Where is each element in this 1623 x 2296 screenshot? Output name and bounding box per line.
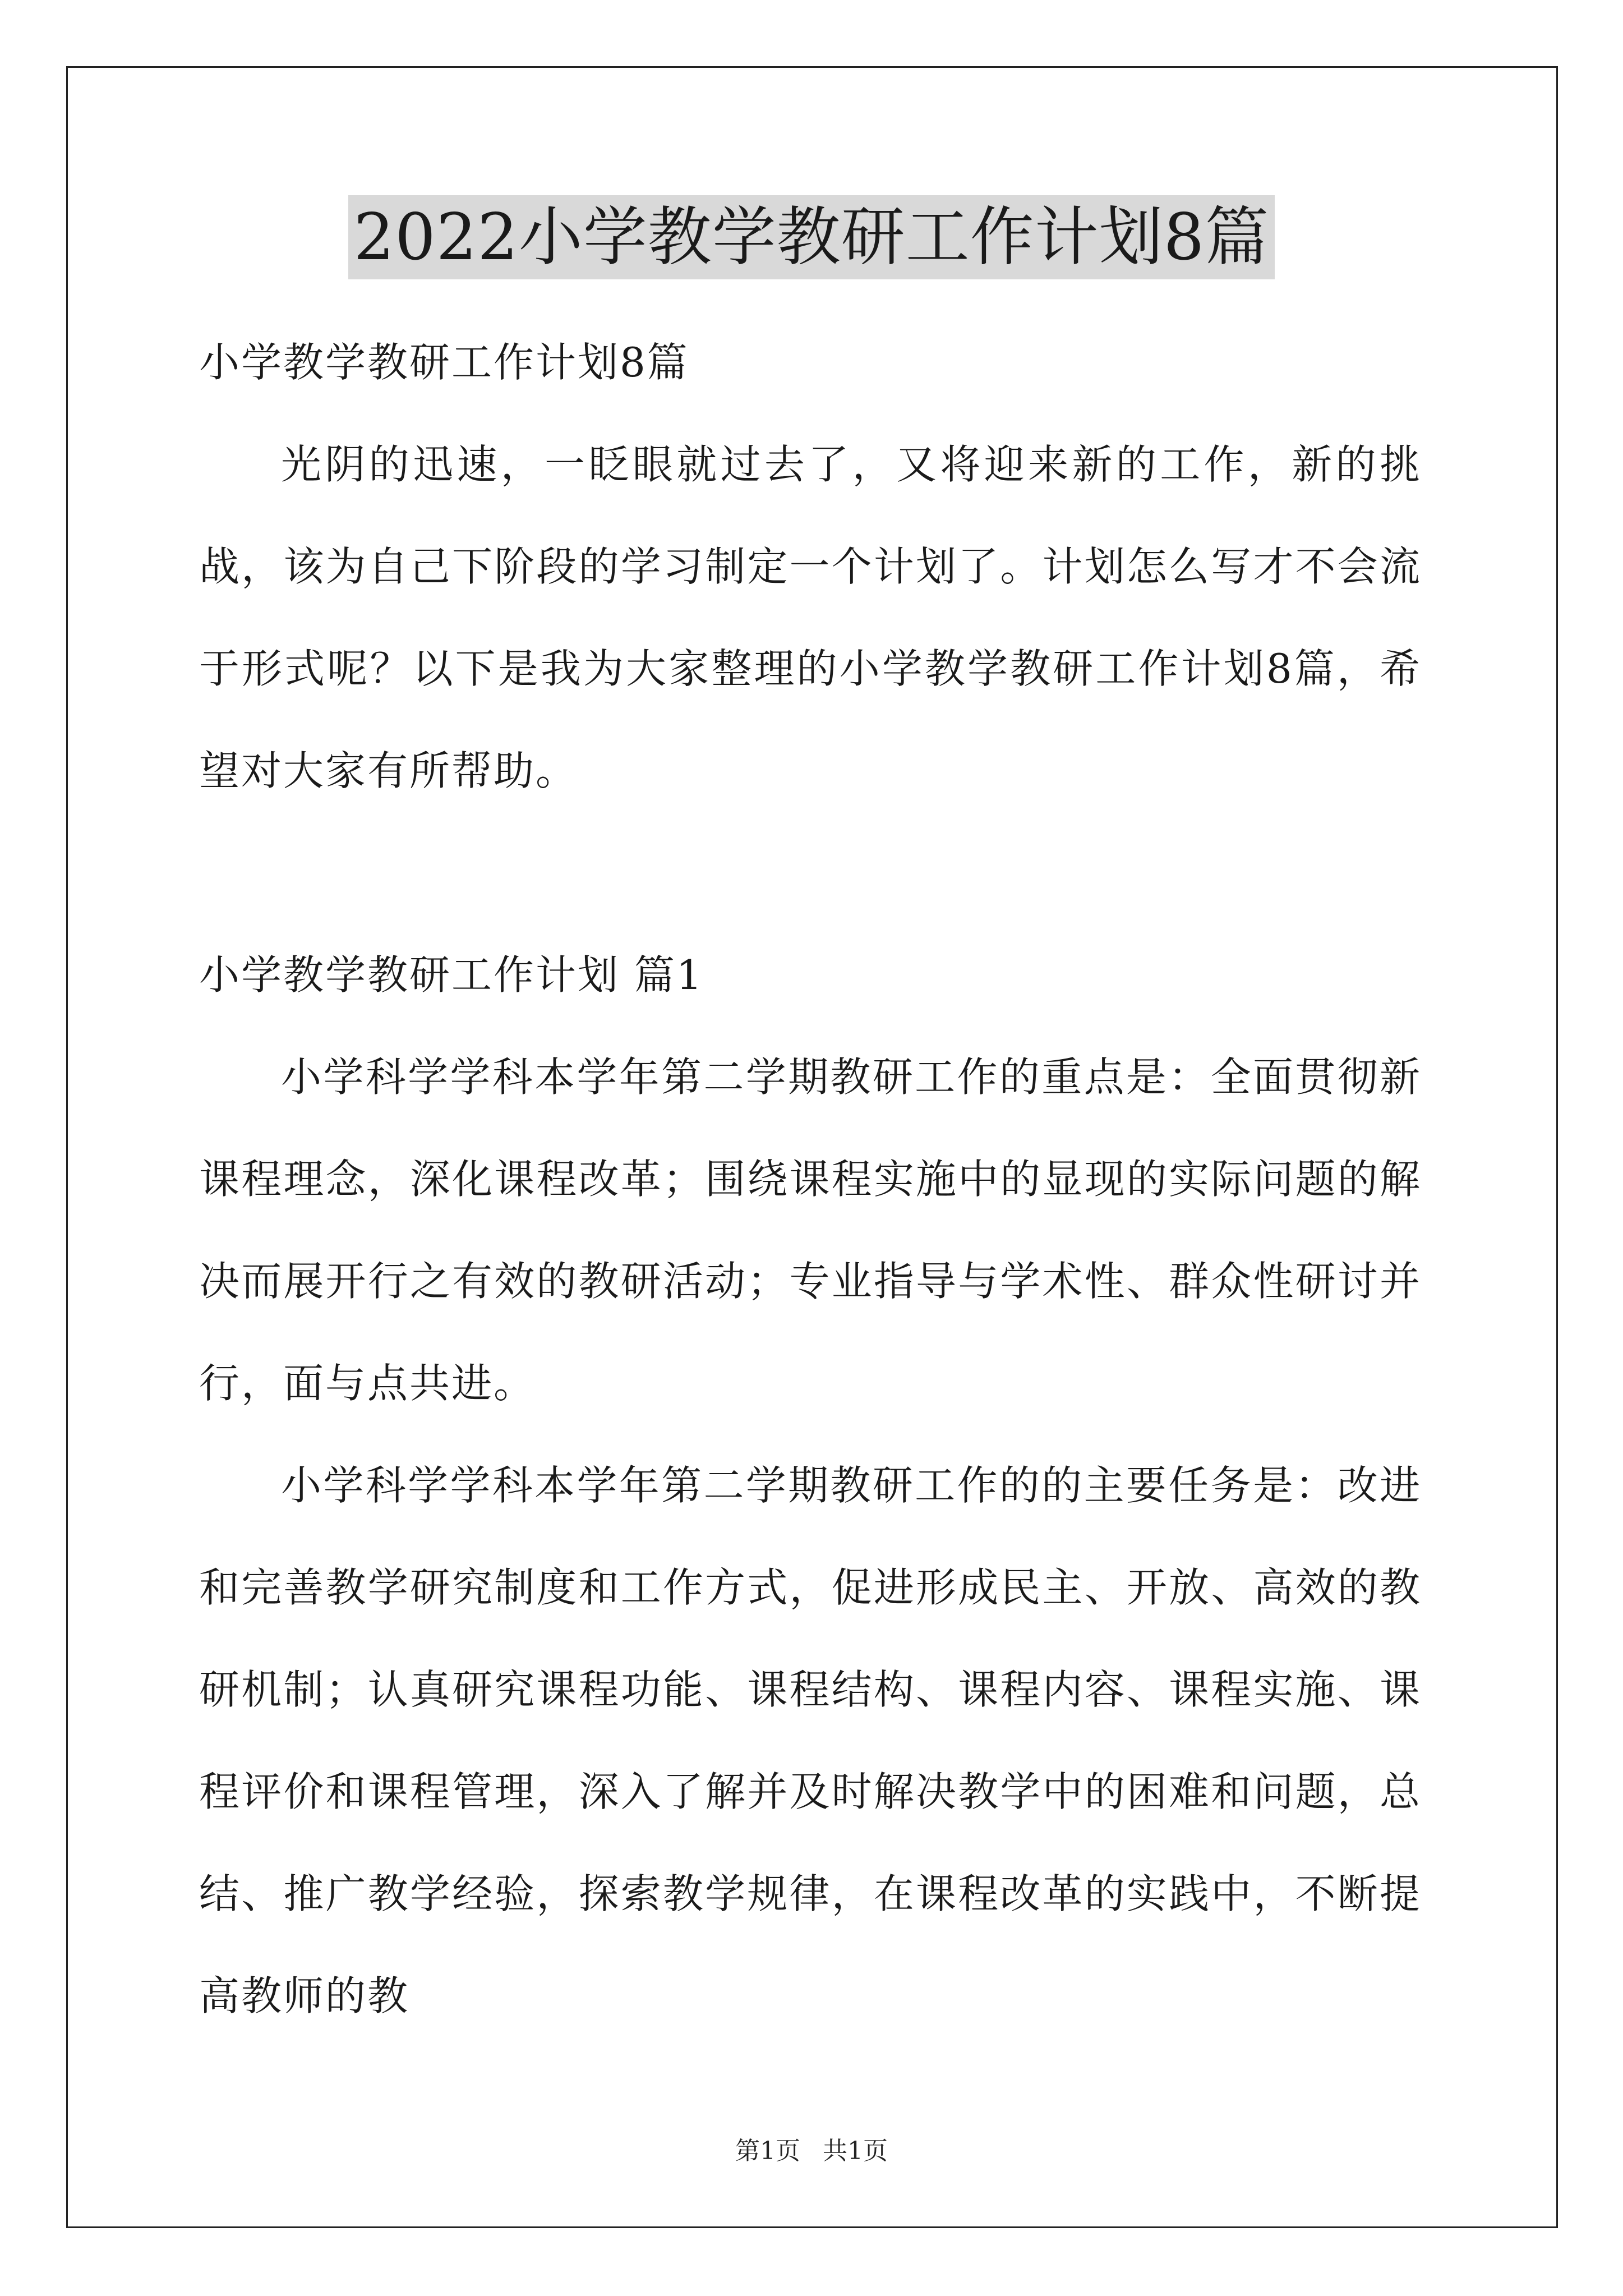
section-1-paragraph-2: 小学科学学科本学年第二学期教研工作的的主要任务是：改进和完善教学研究制度和工作方式，促进形成民主、开放、高效的教研机制；认真研究课程功能、课程结构、课程内容、课程实施、课程评价和课程管理，深入了解并及时解决教学中的困难和问题，总结、推广教学经验，探索教学规律，在课程改革的实践中，不断提高教师的教 [199, 1462, 1422, 2019]
paragraph-spacer [199, 822, 1422, 924]
document-subtitle: 小学教学教研工作计划8篇 [199, 339, 689, 386]
section-1-paragraph-1: 小学科学学科本学年第二学期教研工作的重点是：全面贯彻新课程理念，深化课程改革；围绕课程实施中的显现的实际问题的解决而展开行之有效的教研活动；专业指导与学术性、群众性研讨并行，面与点共进。 [199, 1053, 1422, 1407]
page-number-current: 第1页 [735, 2137, 800, 2165]
document-title: 2022小学教学教研工作计划8篇 [348, 195, 1275, 279]
title-container [0, 195, 1623, 279]
intro-paragraph: 光阴的迅速，一眨眼就过去了，又将迎来新的工作，新的挑战，该为自己下阶段的学习制定一个计划了。计划怎么写才不会流于形式呢？以下是我为大家整理的小学教学教研工作计划8篇，希望对大家有所帮助。 [199, 441, 1422, 794]
document-body [199, 311, 1422, 2047]
page-number-total: 共1页 [823, 2137, 888, 2165]
section-1-heading: 小学教学教研工作计划 篇1 [199, 951, 704, 999]
page-footer [0, 2134, 1623, 2168]
